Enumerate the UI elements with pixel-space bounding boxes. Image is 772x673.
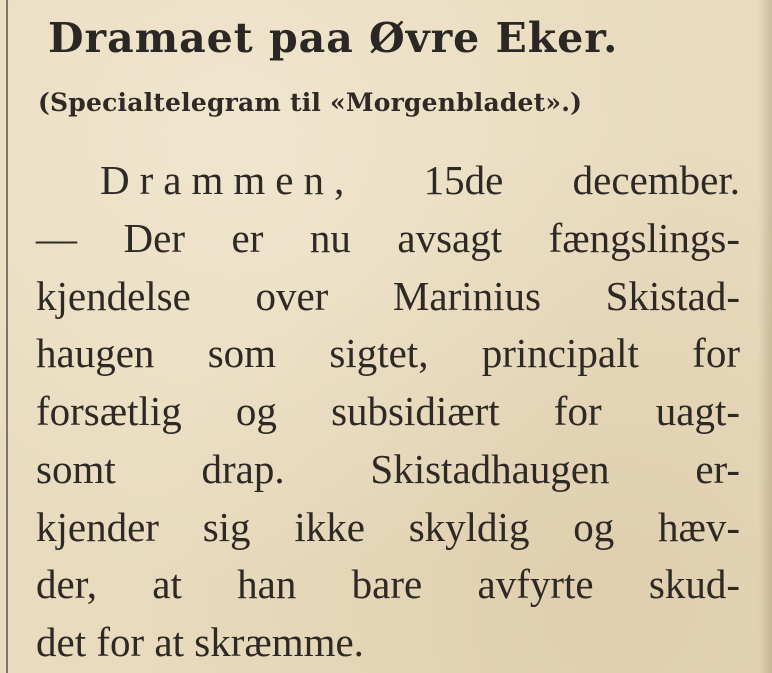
column-rule (6, 0, 8, 673)
article-line: kjender sig ikke skyldig og hæv- (36, 504, 740, 550)
article-line: det for at skræmme. (36, 619, 364, 665)
dateline-date: 15de december. (423, 157, 740, 203)
article-line: — Der er nu avsagt fængslings- (36, 215, 740, 261)
article-subhead: (Specialtelegram til «Morgenbladet».) (38, 88, 583, 117)
article-headline: Dramaet paa Øvre Eker. (48, 14, 619, 62)
article-line: kjendelse over Marinius Skistad- (36, 273, 740, 319)
article-line: forsætlig og subsidiært for uagt- (36, 388, 740, 434)
article-line: somt drap. Skistadhaugen er- (36, 446, 740, 492)
dateline-place: Drammen, (100, 157, 355, 203)
article-line: der, at han bare avfyrte skud- (36, 561, 740, 607)
paper-edge-shadow (758, 0, 772, 673)
article-line: haugen som sigtet, principalt for (36, 330, 740, 376)
article-dateline (100, 157, 740, 203)
